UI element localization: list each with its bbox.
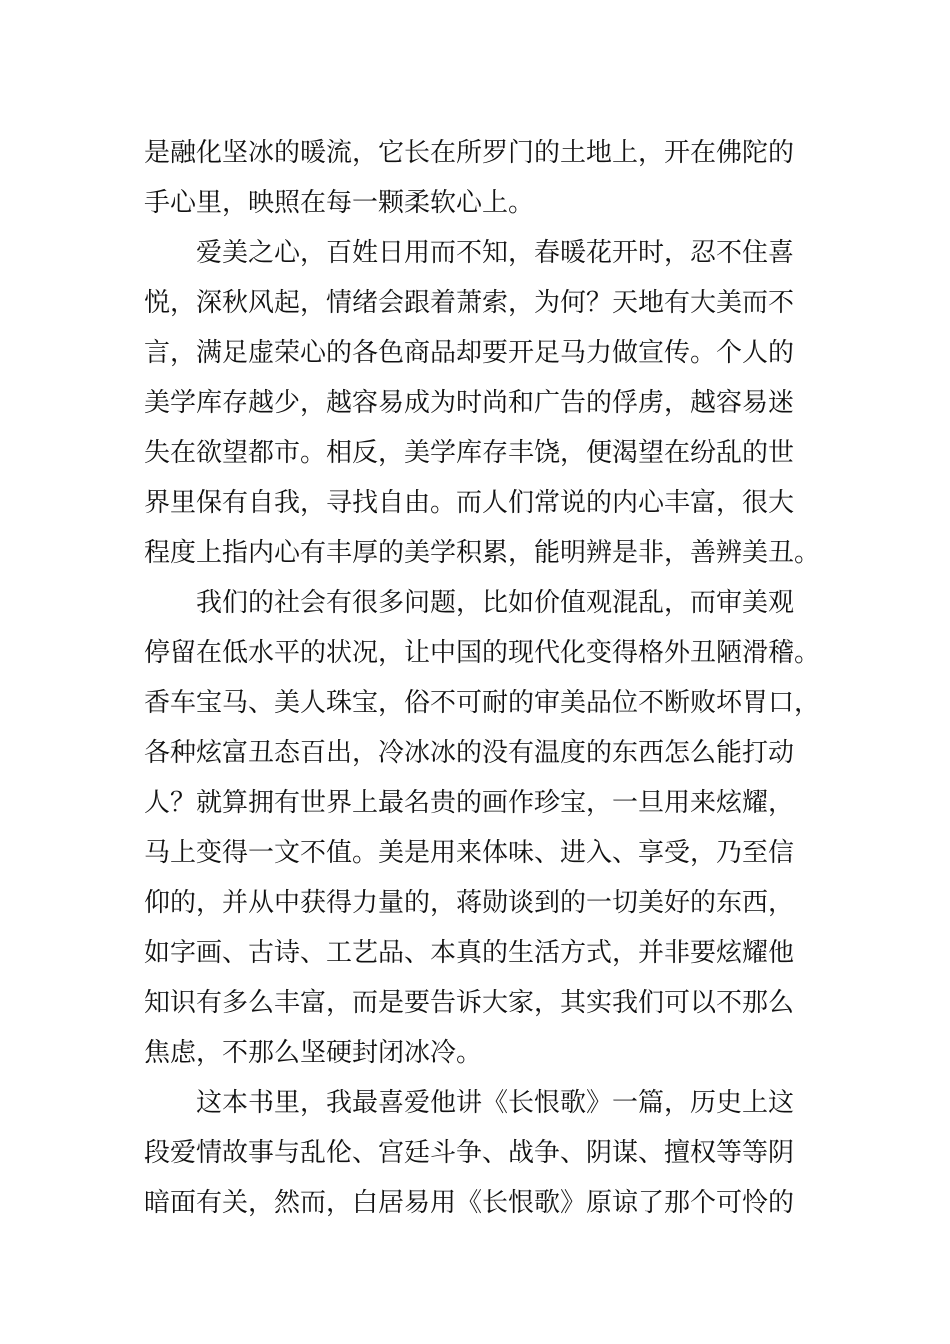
paragraph-start-line: 这本书里，我最喜爱他讲《长恨歌》一篇，历史上这: [196, 1088, 795, 1118]
text-line: 如字画、古诗、工艺品、本真的生活方式，并非要炫耀他: [144, 938, 795, 968]
text-line: 仰的，并从中获得力量的，蒋勋谈到的一切美好的东西，: [144, 888, 795, 918]
text-line: 各种炫富丑态百出，冷冰冰的没有温度的东西怎么能打动: [144, 738, 795, 768]
text-line: 焦虑，不那么坚硬封闭冰冷。: [144, 1038, 483, 1068]
text-line: 悦，深秋风起，情绪会跟着萧索，为何？天地有大美而不: [144, 288, 795, 318]
text-line: 停留在低水平的状况，让中国的现代化变得格外丑陋滑稽。: [144, 638, 821, 668]
text-line: 段爱情故事与乱伦、宫廷斗争、战争、阴谋、擅权等等阴: [144, 1138, 795, 1168]
text-line: 人？就算拥有世界上最名贵的画作珍宝，一旦用来炫耀，: [144, 788, 795, 818]
text-line: 香车宝马、美人珠宝，俗不可耐的审美品位不断败坏胃口，: [144, 688, 821, 718]
text-line: 程度上指内心有丰厚的美学积累，能明辨是非，善辨美丑。: [144, 538, 821, 568]
text-line: 言，满足虚荣心的各色商品却要开足马力做宣传。个人的: [144, 338, 795, 368]
text-line: 界里保有自我，寻找自由。而人们常说的内心丰富，很大: [144, 488, 795, 518]
text-line: 知识有多么丰富，而是要告诉大家，其实我们可以不那么: [144, 988, 795, 1018]
paragraph-start-line: 我们的社会有很多问题，比如价值观混乱，而审美观: [196, 588, 795, 618]
paragraph-start-line: 爱美之心，百姓日用而不知，春暖花开时，忍不住喜: [196, 238, 795, 268]
text-line: 马上变得一文不值。美是用来体味、进入、享受，乃至信: [144, 838, 795, 868]
text-line: 是融化坚冰的暖流，它长在所罗门的土地上，开在佛陀的: [144, 138, 795, 168]
text-line: 失在欲望都市。相反，美学库存丰饶，便渴望在纷乱的世: [144, 438, 795, 468]
text-line: 手心里，映照在每一颗柔软心上。: [144, 188, 535, 218]
body-text: [144, 128, 821, 1228]
text-line: 美学库存越少，越容易成为时尚和广告的俘虏，越容易迷: [144, 388, 795, 418]
text-line: 暗面有关，然而，白居易用《长恨歌》原谅了那个可怜的: [144, 1188, 795, 1218]
